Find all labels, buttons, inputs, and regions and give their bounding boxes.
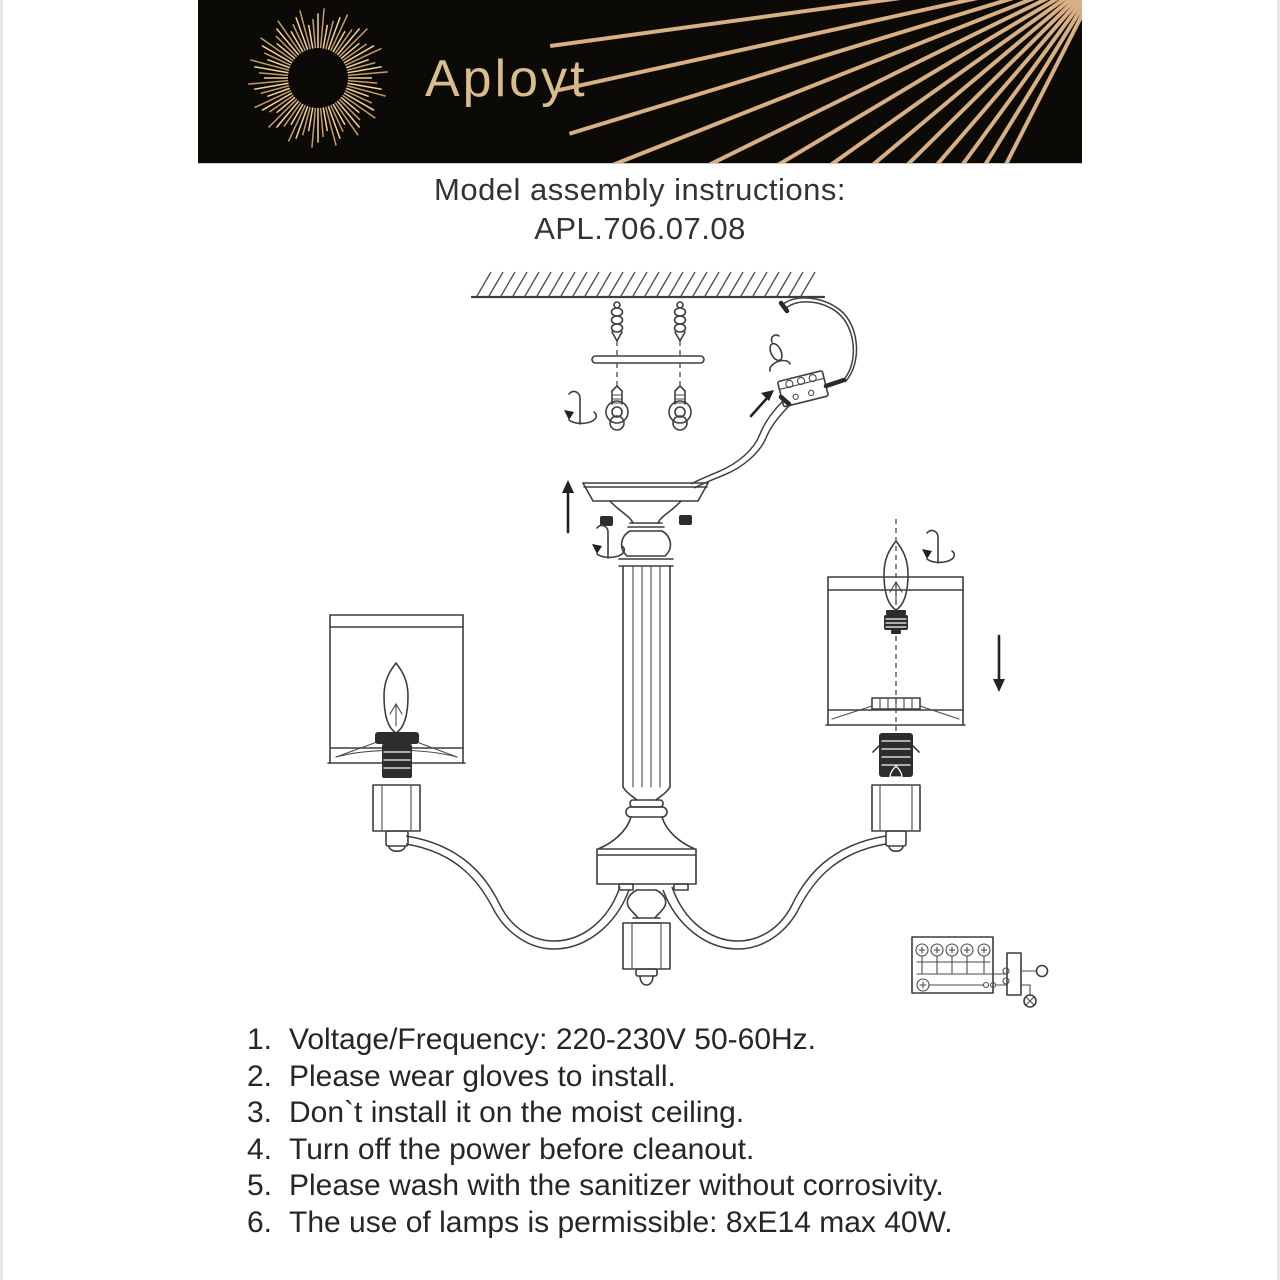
instruction-number: 2. xyxy=(246,1059,272,1093)
left-candle-bulb xyxy=(384,663,408,733)
right-arm xyxy=(672,836,886,941)
right-candle-bulb xyxy=(884,541,908,634)
terminal-block-assembly xyxy=(691,298,856,488)
rotate-symbol-bulb xyxy=(922,530,954,563)
right-lamp-assembly xyxy=(826,519,1005,851)
wire-ferrule xyxy=(826,380,844,386)
instruction-item xyxy=(238,1022,1098,1059)
instruction-item xyxy=(238,1059,1098,1096)
left-socket xyxy=(373,732,420,851)
instruction-text: Please wash with the sanitizer without corrosivity. xyxy=(289,1169,944,1202)
canopy-wire xyxy=(691,401,783,484)
instruction-item xyxy=(238,1205,1098,1242)
down-arrow xyxy=(993,636,1005,692)
rotate-symbol-canopy xyxy=(592,525,624,558)
page-title: Model assembly instructions: xyxy=(434,172,846,207)
chandelier-arms xyxy=(406,836,886,949)
rotate-symbol-screws xyxy=(564,391,596,424)
set-screw-nut-left xyxy=(600,516,613,526)
mounting-bar xyxy=(592,356,704,363)
wiring-schematic xyxy=(912,937,1048,1007)
instruction-item xyxy=(238,1095,1098,1132)
instruction-number: 3. xyxy=(246,1096,272,1129)
instruction-item xyxy=(238,1132,1098,1169)
canopy xyxy=(562,480,708,566)
instruction-list xyxy=(238,1022,1098,1241)
instruction-number: 5. xyxy=(246,1169,272,1202)
wall-anchors xyxy=(606,386,691,430)
ceiling-hatch xyxy=(472,272,824,297)
instruction-text: The use of lamps is permissible: 8xE14 max 40W. xyxy=(289,1205,953,1239)
instruction-text: Voltage/Frequency: 220-230V 50-60Hz. xyxy=(289,1023,817,1056)
instruction-text: Don`t install it on the moist ceiling. xyxy=(289,1096,745,1129)
set-screw-nut-right xyxy=(679,515,692,525)
model-number: APL.706.07.08 xyxy=(534,211,746,246)
up-arrow xyxy=(562,480,574,532)
instruction-number: 4. xyxy=(246,1132,272,1166)
instruction-text: Please wear gloves to install. xyxy=(289,1059,676,1093)
right-socket xyxy=(872,733,920,851)
direction-arrow-up-right xyxy=(751,390,774,416)
brand-wordmark: Aployt xyxy=(425,50,588,108)
instruction-item xyxy=(238,1168,1098,1205)
central-column xyxy=(597,566,696,890)
lamp-symbol xyxy=(1037,966,1048,977)
expansion-screws xyxy=(612,302,686,390)
left-lamp-assembly xyxy=(328,615,465,851)
instruction-text: Turn off the power before cleanout. xyxy=(289,1132,755,1166)
bottom-finial xyxy=(623,890,670,985)
instruction-number: 1. xyxy=(246,1023,272,1056)
arm-hub xyxy=(597,849,696,884)
instruction-number: 6. xyxy=(246,1205,272,1239)
hanging-hook xyxy=(768,342,785,363)
left-arm xyxy=(406,836,620,941)
